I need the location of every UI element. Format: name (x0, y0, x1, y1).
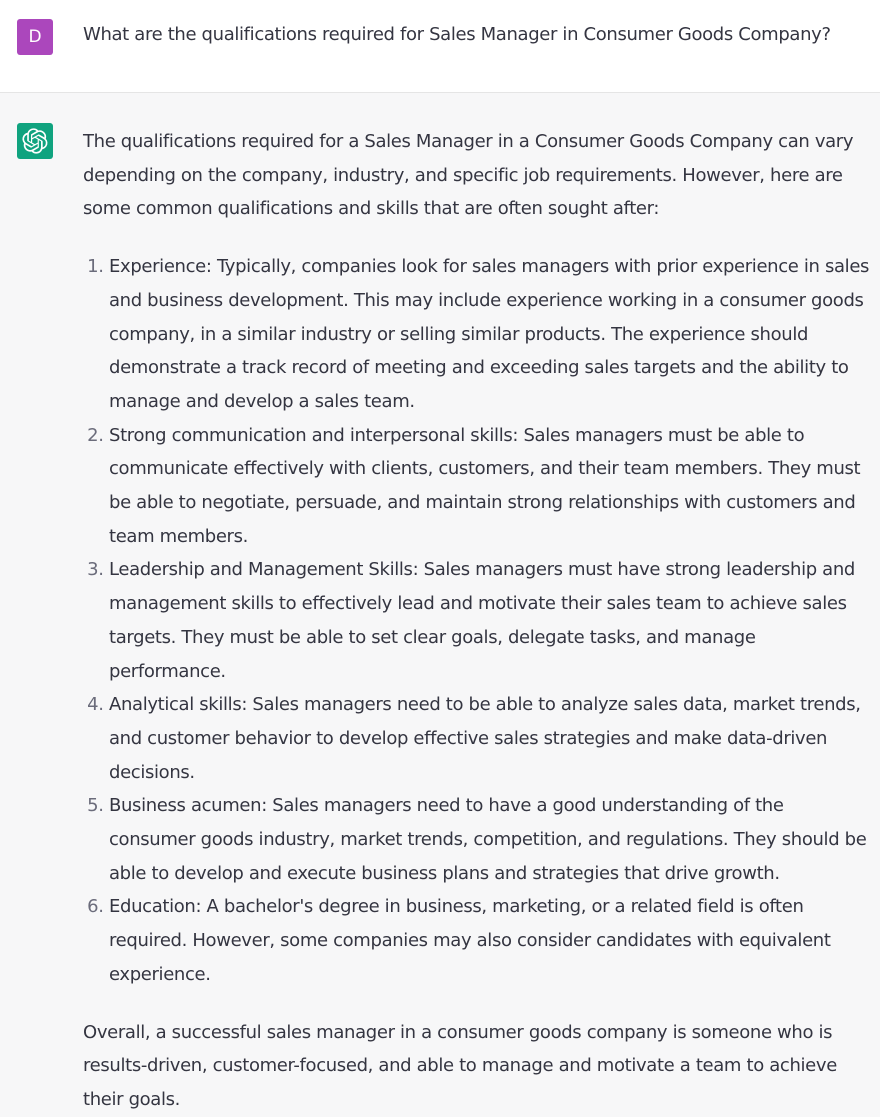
list-item: 5. Business acumen: Sales managers need to have a good understanding of the consumer goods industry, market trends, competition, and regulations. They should be able to develop and execute business plans and strategies that drive growth. (109, 789, 873, 890)
list-item: 1. Experience: Typically, companies look for sales managers with prior experience in sales and business development. This may include experience working in a consumer goods company, in a similar industry or selling similar products. The experience should demonstrate a track record of meeting and exceeding sales targets and the ability to manage and develop a sales team. (109, 250, 873, 419)
list-item: 2. Strong communication and interpersonal skills: Sales managers must be able to communicate effectively with clients, customers, and their team members. They must be able to negotiate, persuade, and maintain strong relationships with customers and team members. (109, 419, 873, 554)
user-message-row (0, 0, 880, 93)
assistant-message-row (0, 93, 880, 1110)
user-message-text: What are the qualifications required for Sales Manager in Consumer Goods Company? (83, 24, 831, 45)
assistant-avatar (17, 123, 53, 159)
assistant-message-content (83, 125, 873, 1117)
qualifications-list (83, 250, 873, 991)
list-item: 4. Analytical skills: Sales managers need to be able to analyze sales data, market trends, and customer behavior to develop effective sales strategies and make data-driven decisions. (109, 688, 873, 789)
list-item: 6. Education: A bachelor's degree in business, marketing, or a related field is often required. However, some companies may also consider candidates with equivalent experience. (109, 890, 873, 991)
user-avatar: D (17, 19, 53, 55)
assistant-conclusion: Overall, a successful sales manager in a consumer goods company is someone who is results-driven, customer-focused, and able to manage and motivate a team to achieve their goals. (83, 1021, 837, 1110)
assistant-intro: The qualifications required for a Sales Manager in a Consumer Goods Company can vary depending on the company, industry, and specific job requirements. However, here are some common qualifications and skills that are often sought after: (83, 131, 854, 220)
openai-logo-icon (22, 128, 48, 154)
list-item: 3. Leadership and Management Skills: Sales managers must have strong leadership and management skills to effectively lead and motivate their sales team to achieve sales targets. They must be able to set clear goals, delegate tasks, and manage performance. (109, 553, 873, 688)
